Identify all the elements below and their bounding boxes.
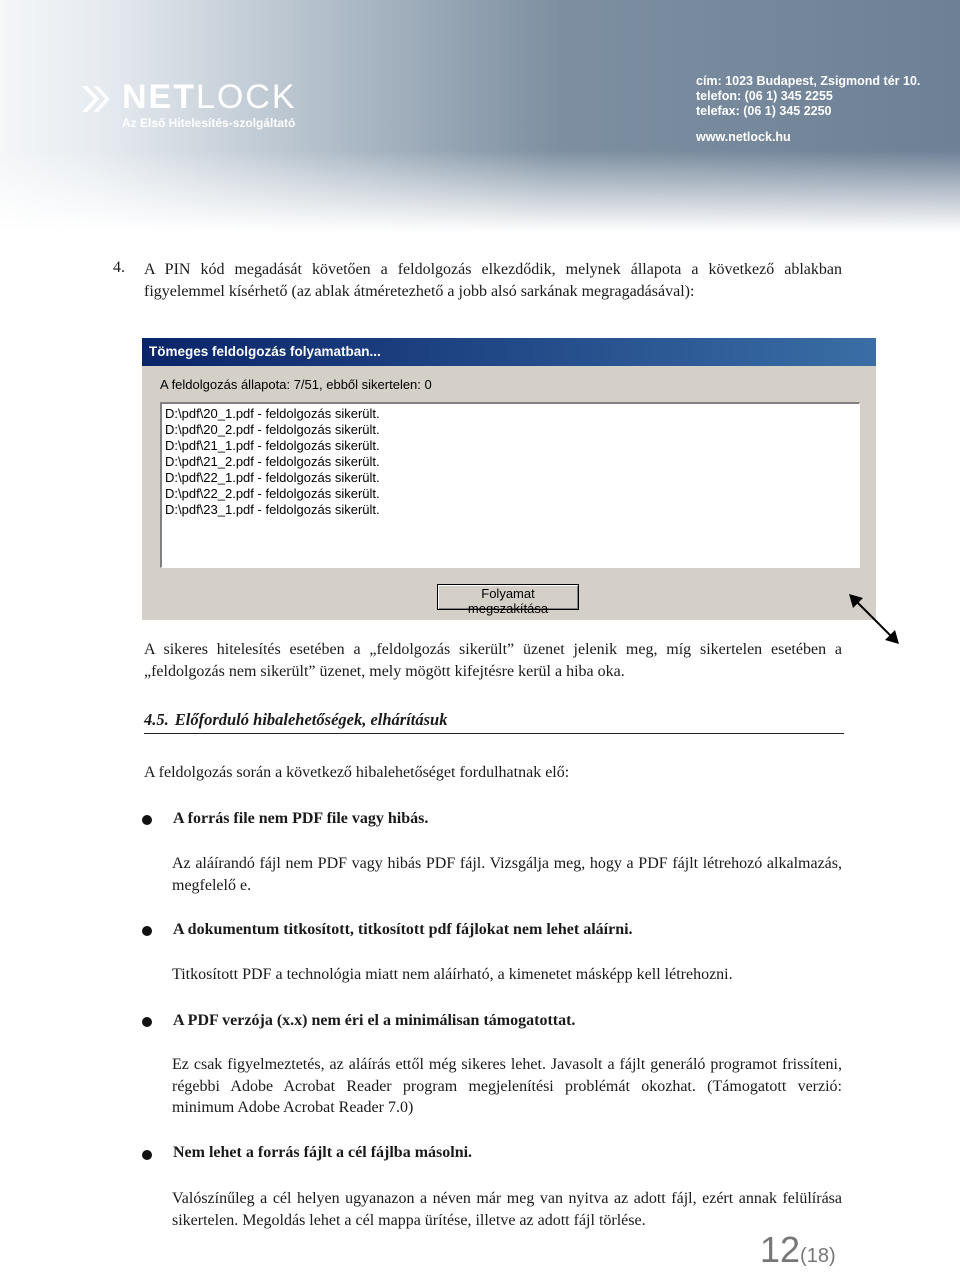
item-4-text: A PIN kód megadását követően a feldolgozás elkezdődik, melynek állapota a következő ablakban figyelemmel kísérhető (az ablak átméretezhető a jobb alsó sarkának megragadásával): [144,261,842,300]
log-line: D:\pdf\22_2.pdf - feldolgozás sikerült. [165,486,380,501]
bullet-icon [142,815,152,825]
logo-arrows-icon [80,82,116,116]
intro-text: A feldolgozás során a következő hibalehetőséget fordulhatnak elő: [144,764,570,781]
progress-dialog [142,338,876,620]
fax-text: telefax: (06 1) 345 2250 [696,104,832,118]
abort-button[interactable]: Folyamat megszakítása [437,584,579,610]
section-number: 4.5. [144,710,169,729]
error-body: Titkosított PDF a technológia miatt nem aláírható, a kimenetet másképp kell létrehozni. [172,966,733,983]
website-text: www.netlock.hu [696,130,791,144]
log-line: D:\pdf\21_1.pdf - feldolgozás sikerült. [165,438,380,453]
bullet-icon [142,1017,152,1027]
resize-arrow-icon [845,590,903,648]
error-heading: A forrás file nem PDF file vagy hibás. [173,810,429,827]
address-text: cím: 1023 Budapest, Zsigmond tér 10. [696,74,921,88]
bullet-icon [142,1150,152,1160]
logo-tagline: Az Első Hitelesítés-szolgáltató [122,116,296,130]
log-line: D:\pdf\22_1.pdf - feldolgozás sikerült. [165,470,380,485]
item-number: 4. [113,259,125,276]
result-description: A sikeres hitelesítés esetében a „feldolgozás sikerült” üzenet jelenik meg, míg sikertelen esetében a „feldolgozás nem sikerült” üzenet, mely mögött kifejtésre kerül a hiba oka. [144,641,842,680]
log-line: D:\pdf\20_2.pdf - feldolgozás sikerült. [165,422,380,437]
page-total: (18) [800,1245,836,1267]
page-number [760,1229,836,1271]
log-line: D:\pdf\21_2.pdf - feldolgozás sikerült. [165,454,380,469]
page-header [0,0,960,232]
section-title: Előforduló hibalehetőségek, elhárításuk [174,710,448,729]
log-line: D:\pdf\23_1.pdf - feldolgozás sikerült. [165,502,380,517]
phone-text: telefon: (06 1) 345 2255 [696,89,833,103]
contact-block [696,74,920,145]
bullet-icon [142,926,152,936]
processing-log[interactable] [160,402,860,568]
error-heading: Nem lehet a forrás fájlt a cél fájlba másolni. [173,1144,473,1161]
error-body: Az aláírandó fájl nem PDF vagy hibás PDF fájl. Vizsgálja meg, hogy a PDF fájlt létrehozó alkalmazás, megfelelő e. [172,855,842,894]
error-body: Ez csak figyelmeztetés, az aláírás ettől még sikeres lehet. Javasolt a fájlt generáló programot frissíteni, régebbi Adobe Acrobat Reader program megjelenítési problémát okozhat. (Támogatott verzió: minimum Adobe Acrobat Reader 7.0) [172,1056,842,1116]
error-heading: A PDF verzója (x.x) nem éri el a minimálisan támogatottat. [173,1012,576,1029]
logo-name: NETLOCK [122,78,297,116]
page-current: 12 [760,1229,801,1270]
log-line: D:\pdf\20_1.pdf - feldolgozás sikerült. [165,406,380,421]
dialog-title: Tömeges feldolgozás folyamatban... [142,338,876,366]
section-heading [144,710,844,734]
processing-status: A feldolgozás állapota: 7/51, ebből sikertelen: 0 [160,377,432,392]
error-heading: A dokumentum titkosított, titkosított pdf fájlokat nem lehet aláírni. [173,921,633,938]
error-body: Valószínűleg a cél helyen ugyanazon a néven már meg van nyitva az adott fájl, ezért annak felülírása sikertelen. Megoldás lehet a cél mappa ürítése, illetve az adott fájl törlése. [172,1190,842,1229]
